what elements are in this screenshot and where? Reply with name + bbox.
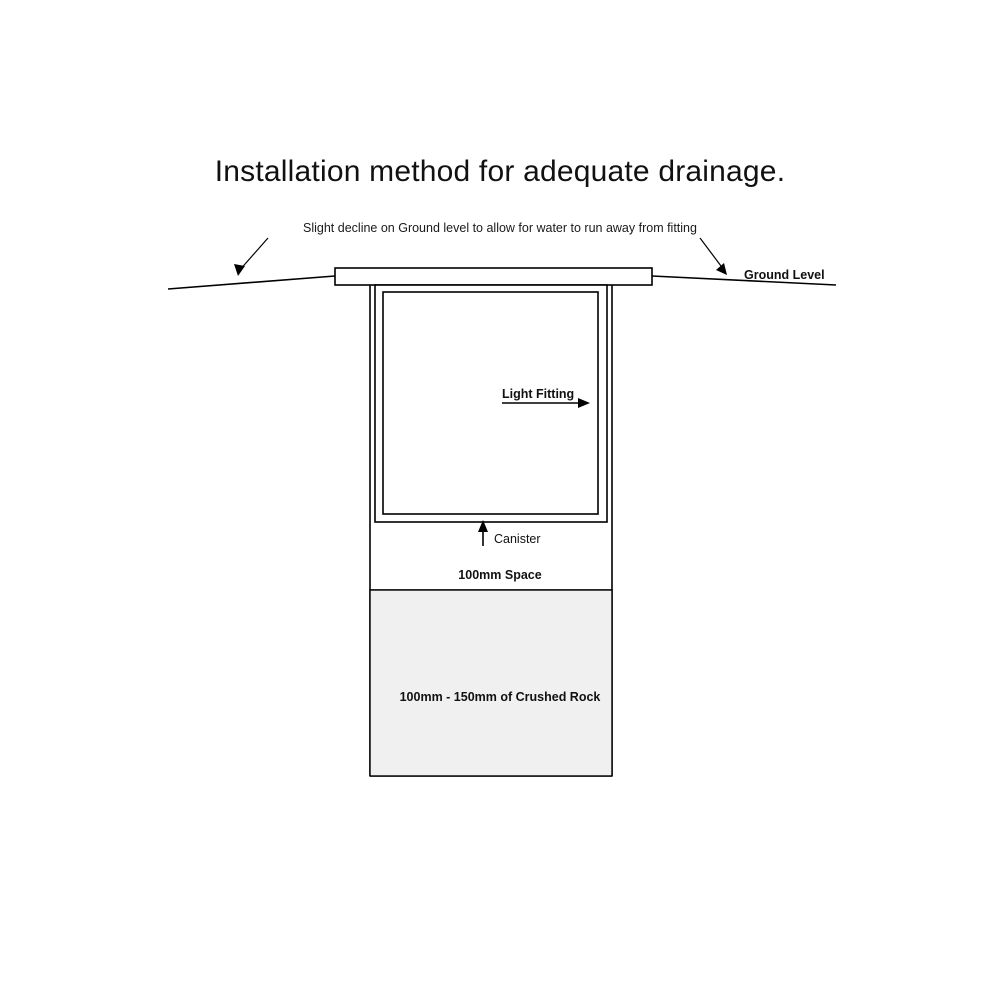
decline-note-arrow-right — [700, 238, 727, 275]
decline-note-label: Slight decline on Ground level to allow for water to run away from fitting — [303, 221, 697, 235]
light-fitting-label: Light Fitting — [502, 387, 575, 401]
space-label: 100mm Space — [458, 568, 542, 582]
decline-note-arrow-left — [234, 238, 268, 276]
canister-arrow — [478, 520, 488, 546]
canister-label: Canister — [494, 532, 541, 546]
fitting-top-cap — [335, 268, 652, 285]
page-title: Installation method for adequate drainage. — [214, 155, 786, 188]
ground-level-label: Ground Level — [744, 268, 825, 282]
crushed-rock-zone — [370, 590, 612, 776]
crushed-rock-label: 100mm - 150mm of Crushed Rock — [399, 690, 601, 704]
